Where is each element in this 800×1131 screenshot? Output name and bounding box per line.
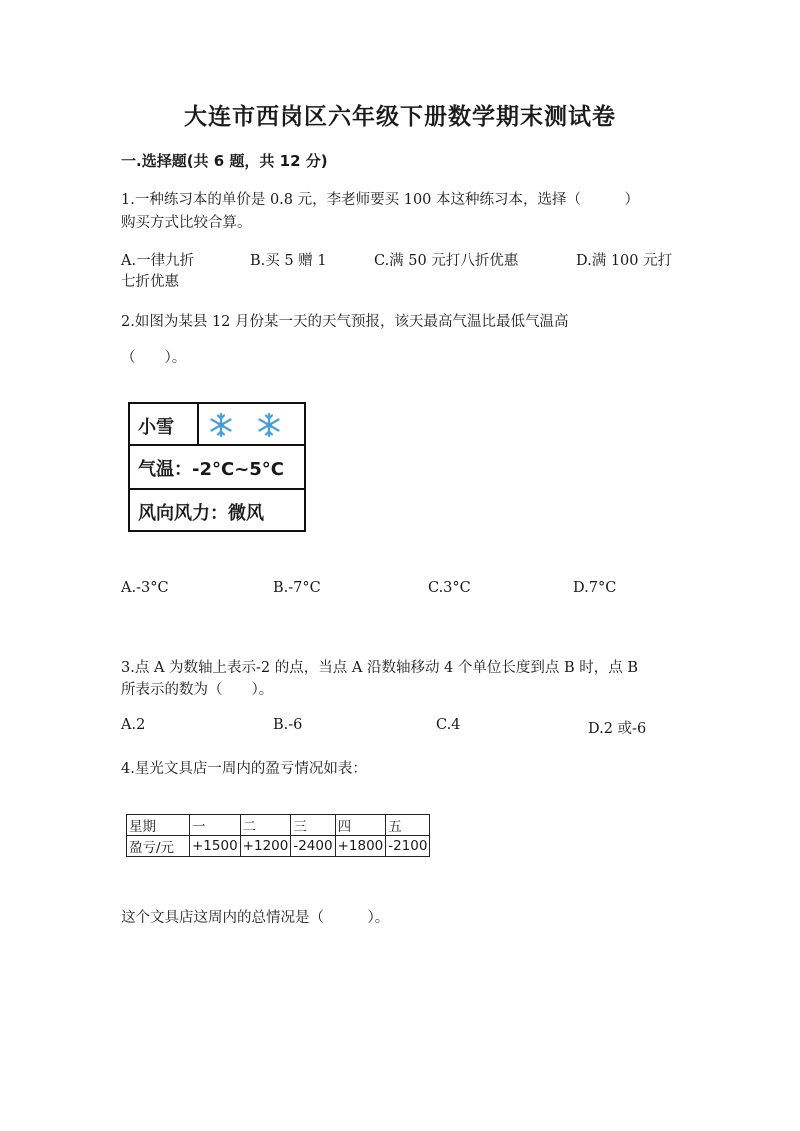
- q3-option-c: C.4: [436, 717, 461, 733]
- page-title: 大连市西岗区六年级下册数学期末测试卷: [184, 104, 616, 130]
- q1-option-c: C.满 50 元打八折优惠: [374, 253, 519, 269]
- weather-row-wind: [130, 490, 304, 530]
- q1-option-d: D.满 100 元打: [576, 253, 673, 269]
- q1-option-a: A.一律九折: [121, 253, 195, 269]
- q2-option-c: C.3°C: [428, 580, 471, 596]
- table-header-cell: 二: [240, 815, 291, 836]
- profit-loss-table: [126, 814, 430, 857]
- section-heading: 一.选择题(共 6 题，共 12 分): [121, 152, 328, 170]
- table-cell: -2400: [291, 836, 335, 857]
- q1-stem-line1: 1.一种练习本的单价是 0.8 元，李老师要买 100 本这种练习本，选择（ ）: [121, 192, 640, 208]
- table-header-cell: 星期: [127, 815, 190, 836]
- q4-stem-line2: 这个文具店这周内的总情况是（ ）。: [121, 910, 390, 926]
- q4-stem-line1: 4.星光文具店一周内的盈亏情况如表：: [121, 761, 367, 777]
- q2-option-a: A.-3°C: [121, 580, 169, 596]
- q3-option-b: B.-6: [273, 717, 303, 733]
- table-header-cell: 一: [190, 815, 241, 836]
- q2-stem-line1: 2.如图为某县 12 月份某一天的天气预报，该天最高气温比最低气温高: [121, 314, 569, 330]
- weather-row-temperature: [130, 446, 304, 490]
- table-cell: -2100: [386, 836, 430, 857]
- weather-temperature-label: 气温：-2°C~5°C: [138, 459, 285, 480]
- table-cell: +1800: [335, 836, 386, 857]
- q1-option-d-continued: 七折优惠: [121, 274, 179, 290]
- q3-option-d: D.2 或-6: [588, 721, 647, 737]
- weather-row-condition: [130, 404, 304, 446]
- snowflake-icon: [207, 411, 235, 439]
- q3-option-a: A.2: [121, 717, 146, 733]
- q1-option-b: B.买 5 赠 1: [250, 253, 327, 269]
- table-row: [127, 815, 430, 836]
- weather-condition-label: 小雪: [138, 417, 174, 438]
- weather-forecast-card: [128, 402, 306, 532]
- snowflake-icon: [255, 411, 283, 439]
- q2-option-d: D.7°C: [573, 580, 617, 596]
- q3-stem-line1: 3.点 A 为数轴上表示-2 的点，当点 A 沿数轴移动 4 个单位长度到点 B 时，点 B: [121, 660, 639, 676]
- table-header-cell: 四: [335, 815, 386, 836]
- q2-option-b: B.-7°C: [273, 580, 321, 596]
- weather-wind-label: 风向风力：微风: [138, 503, 264, 524]
- table-cell: 盈亏/元: [127, 836, 190, 857]
- weather-divider: [197, 404, 199, 444]
- table-header-cell: 五: [386, 815, 430, 836]
- table-header-cell: 三: [291, 815, 335, 836]
- q1-stem-line2: 购买方式比较合算。: [121, 215, 252, 231]
- table-cell: +1200: [240, 836, 291, 857]
- table-row: [127, 836, 430, 857]
- table-cell: +1500: [190, 836, 241, 857]
- q2-stem-line2: （ ）。: [121, 350, 187, 366]
- q3-stem-line2: 所表示的数为（ ）。: [121, 682, 274, 698]
